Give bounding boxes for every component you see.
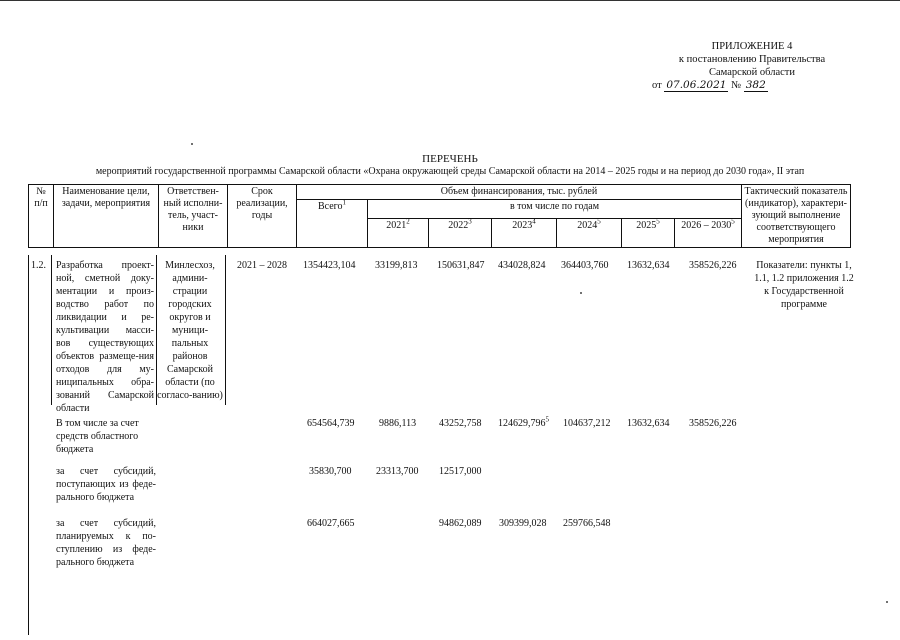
appendix-line3: Самарской области (709, 67, 795, 78)
row-indicator: Показатели: пункты 1, 1.1, 1.2 приложения 1.2 к Государственной программе (754, 260, 854, 310)
appendix-line1: ПРИЛОЖЕНИЕ 4 (711, 41, 793, 52)
scan-speck (886, 601, 888, 603)
row-2026-2030: 358526,226 (689, 260, 737, 271)
header-year-2025 (622, 219, 675, 248)
appendix-block (652, 40, 852, 92)
row-total: 1354423,104 (303, 260, 356, 271)
header-resp: Ответствен-ный исполни-тель, участ-ники (159, 185, 228, 248)
header-year-2023 (492, 219, 557, 248)
header-indicator: Тактический показатель (индикатор), характери-зующий выполнение соответствующего мероприятия (742, 185, 851, 248)
subrow-total: 654564,739 (307, 418, 355, 429)
row-2022: 150631,847 (437, 260, 485, 271)
row-term: 2021 – 2028 (237, 260, 287, 271)
document-subtitle: мероприятий государственной программы Самарской области «Охрана окружающей среды Самарской области на 2014 – 2025 годы и на период до 2030 года», II этап (95, 166, 805, 177)
row-name: Разработка проект-ной, сметной доку-ментации и произ-водство работ по ликвидации и ре-культивации масси-вов существующих объектов размеще-ния отходов для му-ниципальных обра-зований Самарской области (56, 260, 154, 414)
header-year-sup: 5 (656, 217, 660, 226)
subrow-2022: 43252,758 (439, 418, 482, 429)
subrow-2023-sup: 5 (545, 415, 549, 424)
subrow-name: за счет субсидий, поступающих из феде-рального бюджета (56, 466, 156, 503)
scan-speck (580, 292, 582, 294)
header-funding: Объем финансирования, тыс. рублей (297, 185, 742, 200)
row-2023: 434028,824 (498, 260, 546, 271)
number-prefix: № (731, 80, 742, 91)
header-year-label: 2025 (636, 220, 657, 231)
header-year-2026-2030 (675, 219, 742, 248)
row-resp: Минлесхоз, админи-страции городских округов и муници-пальных районов Самарской области (по согласо-ванию) (157, 260, 223, 401)
row-2021: 33199,813 (375, 260, 418, 271)
subrow-2026-2030: 358526,226 (689, 418, 737, 429)
date-prefix: от (652, 80, 662, 91)
row-num: 1.2. (31, 260, 46, 271)
header-by-years: в том числе по годам (368, 200, 742, 219)
header-year-sup: 5 (731, 217, 735, 226)
header-year-2024 (557, 219, 622, 248)
document-title: ПЕРЕЧЕНЬ (422, 153, 478, 165)
header-term: Срок реализации, годы (228, 185, 297, 248)
subrow-2025: 13632,634 (627, 418, 670, 429)
header-year-sup: 4 (532, 217, 536, 226)
subrow-2021: 23313,700 (376, 466, 419, 477)
subrow-total: 664027,665 (307, 518, 355, 529)
header-year-sup: 5 (597, 217, 601, 226)
subrow-2022: 94862,089 (439, 518, 482, 529)
header-num: № п/п (29, 185, 54, 248)
handwritten-number: 382 (745, 79, 766, 91)
subrow-2021: 9886,113 (379, 418, 417, 429)
subrow-2023 (498, 417, 549, 430)
header-total-sup: 1 (342, 198, 347, 207)
subrow-2022: 12517,000 (439, 466, 482, 477)
header-year-2022 (429, 219, 492, 248)
header-total-label: Всего (317, 201, 343, 212)
table-body (28, 255, 859, 635)
subrow-name: за счет субсидий, планируемых к по-ступлению из феде-рального бюджета (56, 518, 156, 568)
header-year-2021 (368, 219, 429, 248)
header-year-label: 2021 (386, 220, 407, 231)
scan-speck (191, 143, 193, 145)
subrow-total: 35830,700 (309, 466, 352, 477)
subrow-name: В том числе за счет средств областного бюджета (56, 418, 139, 455)
handwritten-date: 07.06.2021 (666, 79, 727, 91)
header-year-label: 2023 (512, 220, 533, 231)
header-year-sup: 3 (468, 217, 472, 226)
header-year-label: 2026 – 2030 (681, 220, 732, 231)
subrow-2023: 309399,028 (499, 518, 547, 529)
row-2024: 364403,760 (561, 260, 609, 271)
table-header (28, 184, 851, 248)
row-2025: 13632,634 (627, 260, 670, 271)
subrow-2024: 259766,548 (563, 518, 611, 529)
header-year-label: 2022 (448, 220, 469, 231)
subrow-2023-value: 124629,796 (498, 418, 546, 429)
header-year-sup: 2 (406, 217, 410, 226)
page-top-edge (0, 0, 900, 1)
header-name: Наименование цели, задачи, мероприятия (54, 185, 159, 248)
subrow-2024: 104637,212 (563, 418, 611, 429)
appendix-date-line (652, 79, 852, 92)
column-divider (51, 255, 52, 405)
column-divider (225, 255, 226, 405)
appendix-line2: к постановлению Правительства (678, 54, 826, 65)
header-total (297, 200, 368, 248)
header-year-label: 2024 (577, 220, 598, 231)
